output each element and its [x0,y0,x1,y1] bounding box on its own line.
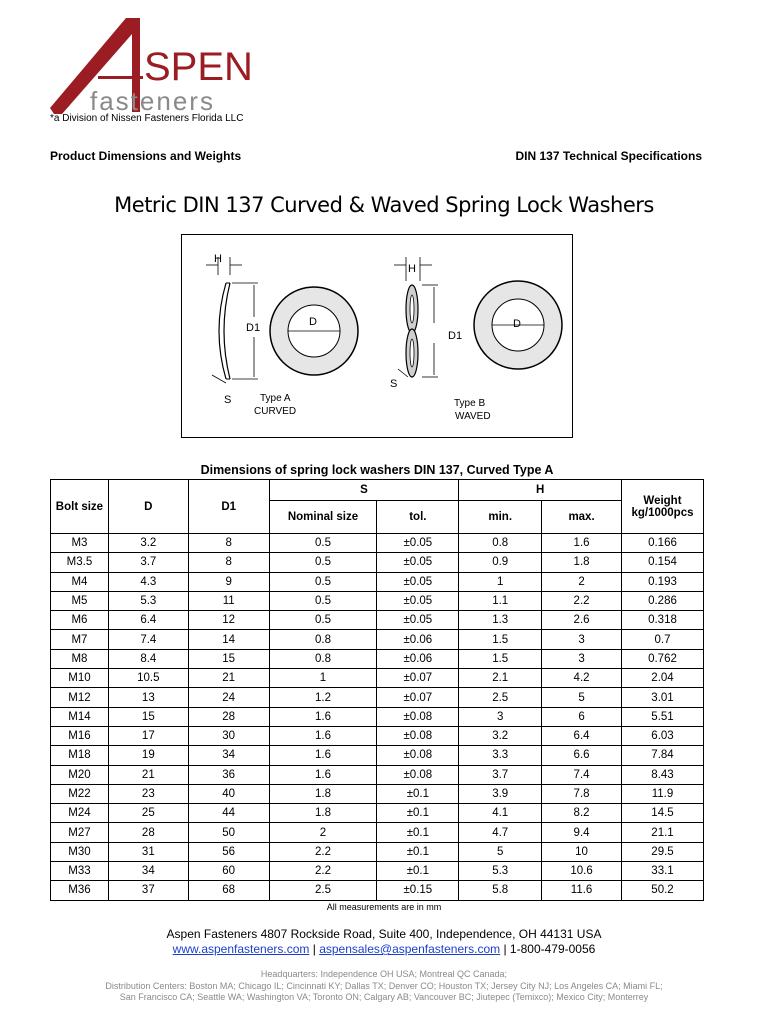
cell-nominal-size: 0.5 [269,572,377,591]
table-caption: Dimensions of spring lock washers DIN 137, Curved Type A [200,463,554,477]
cell-d1: 30 [188,726,269,745]
cell-nominal-size: 0.5 [269,534,377,553]
type-b-label: Type B [454,398,486,409]
cell-h-min: 3.7 [459,765,542,784]
cell-weight: 0.193 [621,572,703,591]
cell-h-min: 3.2 [459,726,542,745]
header-nominal-size: Nominal size [269,501,377,534]
type-b-side-view [394,257,438,377]
cell-weight: 2.04 [621,669,703,688]
cell-weight: 14.5 [621,804,703,823]
cell-d1: 50 [188,823,269,842]
table-row [51,649,704,668]
type-b-label-s: S [390,378,398,390]
cell-nominal-size: 1.6 [269,746,377,765]
spec-table [50,479,704,901]
logo-word-fasteners: fasteners [90,86,215,116]
cell-h-max: 4.2 [542,669,622,688]
cell-d1: 68 [188,881,269,900]
header-d: D [108,480,188,534]
cell-h-min: 3.3 [459,746,542,765]
cell-bolt-size: M16 [51,726,109,745]
cell-d: 21 [108,765,188,784]
table-row [51,707,704,726]
header-s: S [269,480,459,501]
cell-bolt-size: M36 [51,881,109,900]
type-a-label-s: S [224,394,232,406]
table-row [51,611,704,630]
table-row [51,862,704,881]
header-right: DIN 137 Technical Specifications [515,149,702,163]
spec-table-body [51,534,704,901]
cell-d1: 21 [188,669,269,688]
cell-h-max: 3 [542,649,622,668]
cell-tol: ±0.05 [377,572,459,591]
cell-nominal-size: 1.8 [269,784,377,803]
cell-bolt-size: M12 [51,688,109,707]
cell-tol: ±0.08 [377,765,459,784]
cell-tol: ±0.07 [377,688,459,707]
cell-nominal-size: 2.5 [269,881,377,900]
cell-h-max: 10 [542,842,622,861]
cell-tol: ±0.08 [377,707,459,726]
table-row [51,688,704,707]
cell-bolt-size: M18 [51,746,109,765]
email-link[interactable]: aspensales@aspenfasteners.com [319,942,501,956]
cell-d1: 12 [188,611,269,630]
cell-d: 8.4 [108,649,188,668]
cell-d1: 8 [188,553,269,572]
table-row [51,784,704,803]
cell-weight: 33.1 [621,862,703,881]
cell-weight: 0.286 [621,591,703,610]
cell-bolt-size: M22 [51,784,109,803]
cell-weight: 0.762 [621,649,703,668]
cell-nominal-size: 0.5 [269,611,377,630]
cell-weight: 11.9 [621,784,703,803]
cell-bolt-size: M3 [51,534,109,553]
cell-h-min: 1.1 [459,591,542,610]
type-b-sublabel: WAVED [455,411,491,422]
cell-weight: 3.01 [621,688,703,707]
cell-h-min: 5.3 [459,862,542,881]
cell-bolt-size: M20 [51,765,109,784]
table-row [51,572,704,591]
company-address: Aspen Fasteners 4807 Rockside Road, Suite 400, Independence, OH 44131 USA [166,927,602,941]
cell-h-max: 6.6 [542,746,622,765]
header-left: Product Dimensions and Weights [50,149,242,163]
cell-bolt-size: M27 [51,823,109,842]
aspen-logo [48,16,268,126]
cell-tol: ±0.06 [377,630,459,649]
cell-nominal-size: 1.2 [269,688,377,707]
cell-d1: 8 [188,534,269,553]
cell-h-max: 6.4 [542,726,622,745]
cell-nominal-size: 1.8 [269,804,377,823]
distribution-line-2: San Francisco CA; Seattle WA; Washington VA; Toronto ON; Calgary AB; Vancouver BC; Jiutepec (Temixco); Mexico City; Monterrey [119,992,649,1002]
cell-tol: ±0.1 [377,842,459,861]
cell-tol: ±0.05 [377,553,459,572]
table-row [51,669,704,688]
cell-h-max: 3 [542,630,622,649]
table-row [51,553,704,572]
cell-h-min: 1.5 [459,630,542,649]
cell-bolt-size: M10 [51,669,109,688]
cell-d1: 56 [188,842,269,861]
logo-a-crossbar [98,76,143,79]
cell-d: 19 [108,746,188,765]
cell-d: 17 [108,726,188,745]
table-row [51,630,704,649]
cell-weight: 5.51 [621,707,703,726]
cell-nominal-size: 0.5 [269,591,377,610]
table-row [51,591,704,610]
cell-h-min: 5 [459,842,542,861]
cell-weight: 50.2 [621,881,703,900]
type-a-label: Type A [260,393,291,404]
cell-h-max: 5 [542,688,622,707]
header-tol: tol. [377,501,459,534]
cell-h-max: 8.2 [542,804,622,823]
measurement-note: All measurements are in mm [326,902,442,912]
cell-h-max: 9.4 [542,823,622,842]
cell-d: 34 [108,862,188,881]
cell-weight: 6.03 [621,726,703,745]
cell-bolt-size: M4 [51,572,109,591]
cell-tol: ±0.07 [377,669,459,688]
cell-h-max: 11.6 [542,881,622,900]
cell-h-min: 2.5 [459,688,542,707]
cell-d: 28 [108,823,188,842]
cell-d: 31 [108,842,188,861]
cell-h-min: 3.9 [459,784,542,803]
header-bolt-size: Bolt size [51,480,109,534]
cell-weight: 0.166 [621,534,703,553]
locations-footer [0,969,768,1004]
type-a-side-view [206,257,261,383]
cell-nominal-size: 0.8 [269,649,377,668]
cell-d1: 34 [188,746,269,765]
cell-weight: 29.5 [621,842,703,861]
cell-d1: 9 [188,572,269,591]
header-d1: D1 [188,480,269,534]
cell-weight: 8.43 [621,765,703,784]
cell-bolt-size: M14 [51,707,109,726]
table-row [51,534,704,553]
cell-h-max: 1.8 [542,553,622,572]
table-row [51,746,704,765]
cell-h-max: 2.2 [542,591,622,610]
contact-separator: | [309,942,320,956]
cell-tol: ±0.05 [377,591,459,610]
cell-d: 37 [108,881,188,900]
cell-bolt-size: M8 [51,649,109,668]
cell-nominal-size: 2.2 [269,842,377,861]
cell-tol: ±0.05 [377,611,459,630]
cell-h-min: 0.9 [459,553,542,572]
cell-nominal-size: 1.6 [269,707,377,726]
type-b-label-h: H [408,263,416,275]
cell-h-min: 1.5 [459,649,542,668]
cell-d: 3.2 [108,534,188,553]
cell-h-max: 10.6 [542,862,622,881]
cell-weight: 0.154 [621,553,703,572]
table-row [51,804,704,823]
cell-h-min: 2.1 [459,669,542,688]
cell-h-min: 4.1 [459,804,542,823]
type-b-label-d1: D1 [448,330,463,342]
table-row [51,726,704,745]
cell-d: 13 [108,688,188,707]
header-h: H [459,480,622,501]
table-row [51,842,704,861]
cell-d: 23 [108,784,188,803]
cell-nominal-size: 0.8 [269,630,377,649]
cell-tol: ±0.05 [377,534,459,553]
cell-d: 5.3 [108,591,188,610]
cell-d: 7.4 [108,630,188,649]
cell-h-min: 4.7 [459,823,542,842]
cell-tol: ±0.1 [377,784,459,803]
table-row [51,823,704,842]
cell-h-min: 3 [459,707,542,726]
cell-bolt-size: M33 [51,862,109,881]
cell-weight: 0.318 [621,611,703,630]
cell-d1: 36 [188,765,269,784]
logo-word-spen: SPEN [144,45,253,89]
page-title: Metric DIN 137 Curved & Waved Spring Lock Washers [114,193,654,217]
header-max: max. [542,501,622,534]
cell-h-min: 5.8 [459,881,542,900]
header-weight: Weight kg/1000pcs [621,480,703,534]
website-link[interactable]: www.aspenfasteners.com [172,942,310,956]
cell-tol: ±0.06 [377,649,459,668]
headquarters-line: Headquarters: Independence OH USA; Montreal QC Canada; [260,969,508,979]
cell-d1: 15 [188,649,269,668]
cell-nominal-size: 0.5 [269,553,377,572]
phone-number: | 1-800-479-0056 [500,942,596,956]
type-b-label-d: D [513,318,521,330]
type-a-front-view [270,287,358,375]
cell-d: 15 [108,707,188,726]
cell-d: 10.5 [108,669,188,688]
type-a-label-d1: D1 [246,322,261,334]
cell-bolt-size: M6 [51,611,109,630]
cell-bolt-size: M30 [51,842,109,861]
cell-tol: ±0.15 [377,881,459,900]
cell-d1: 44 [188,804,269,823]
cell-d: 25 [108,804,188,823]
cell-bolt-size: M24 [51,804,109,823]
cell-nominal-size: 1.6 [269,726,377,745]
cell-nominal-size: 2 [269,823,377,842]
contact-line [0,942,768,956]
cell-nominal-size: 2.2 [269,862,377,881]
cell-h-max: 2.6 [542,611,622,630]
cell-d1: 11 [188,591,269,610]
cell-nominal-size: 1.6 [269,765,377,784]
cell-bolt-size: M5 [51,591,109,610]
cell-tol: ±0.1 [377,823,459,842]
table-row [51,881,704,900]
cell-d1: 60 [188,862,269,881]
washer-diagram [181,234,573,438]
cell-h-max: 1.6 [542,534,622,553]
type-a-label-d: D [309,316,317,328]
cell-d1: 40 [188,784,269,803]
cell-tol: ±0.1 [377,862,459,881]
division-note: *a Division of Nissen Fasteners Florida LLC [50,113,244,124]
table-row [51,765,704,784]
cell-h-min: 0.8 [459,534,542,553]
header-min: min. [459,501,542,534]
cell-h-max: 7.4 [542,765,622,784]
cell-d1: 24 [188,688,269,707]
cell-nominal-size: 1 [269,669,377,688]
cell-tol: ±0.08 [377,726,459,745]
type-a-label-h: H [214,253,222,265]
cell-weight: 0.7 [621,630,703,649]
cell-h-max: 6 [542,707,622,726]
cell-tol: ±0.08 [377,746,459,765]
cell-bolt-size: M3.5 [51,553,109,572]
cell-d: 6.4 [108,611,188,630]
cell-h-max: 7.8 [542,784,622,803]
cell-weight: 21.1 [621,823,703,842]
cell-weight: 7.84 [621,746,703,765]
cell-bolt-size: M7 [51,630,109,649]
cell-d: 4.3 [108,572,188,591]
cell-d1: 28 [188,707,269,726]
cell-h-min: 1.3 [459,611,542,630]
type-a-sublabel: CURVED [254,406,297,417]
distribution-line-1: Distribution Centers: Boston MA; Chicago IL; Cincinnati KY; Dallas TX; Denver CO; Houston TX; Jersey City NJ; Los Angeles CA; Miami FL; [105,980,663,991]
cell-d1: 14 [188,630,269,649]
cell-d: 3.7 [108,553,188,572]
cell-h-min: 1 [459,572,542,591]
cell-tol: ±0.1 [377,804,459,823]
cell-h-max: 2 [542,572,622,591]
